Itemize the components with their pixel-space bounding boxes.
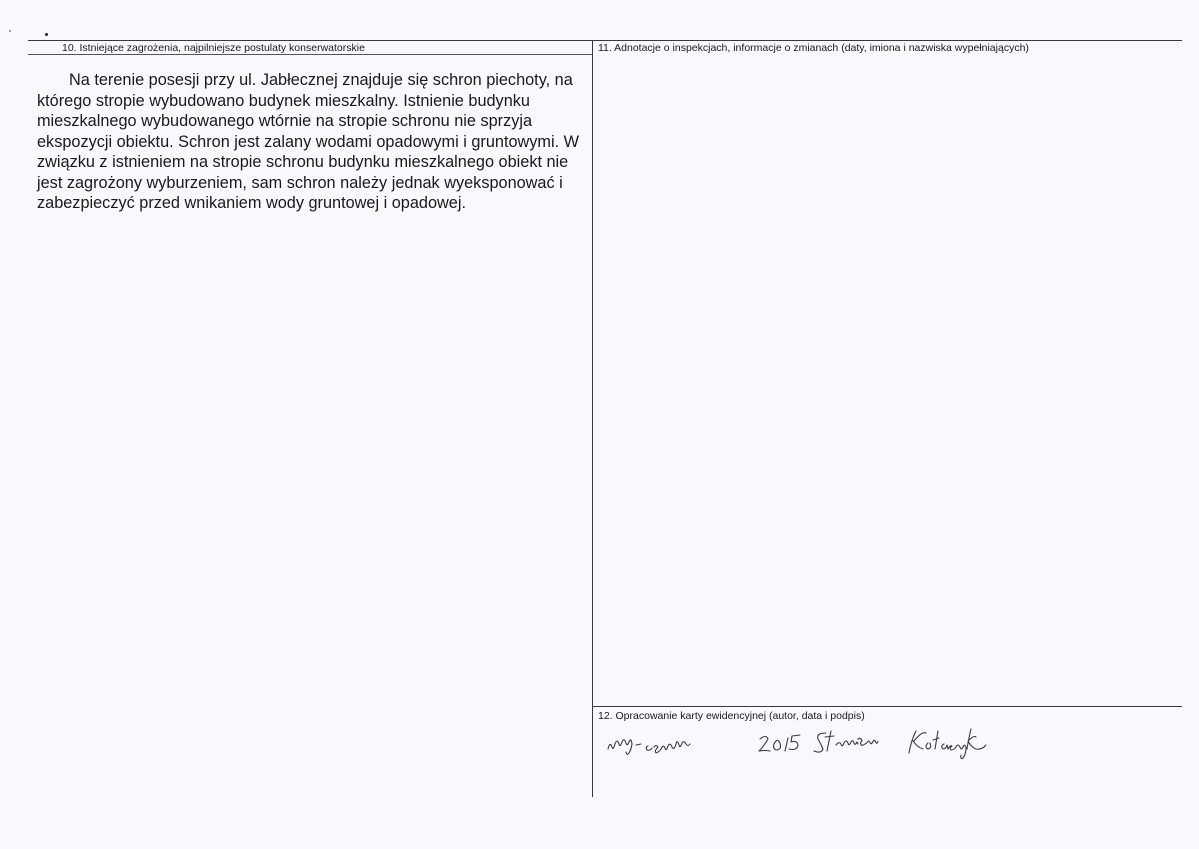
handwritten-signature [600, 723, 1180, 763]
scan-dot [45, 33, 48, 36]
section-10-body: Na terenie posesji przy ul. Jabłecznej znajduje się schron piechoty, na którego stropie wybudowano budynek mieszkalny. Istnienie budynku mieszkalnego wybudowanego wtórnie na stropie schronu nie sprzyja ekspozycji obiektu. Schron jest zalany wodami opadowymi i gruntowymi. W związku z istnieniem na stropie schronu budynku mieszkalnego obiekt nie jest zagrożony wyburzeniem, sam schron należy jednak wyeksponować i zabezpieczyć przed wnikaniem wody gruntowej i opadowej. [37, 71, 580, 212]
section-11-header: 11. Adnotacje o inspekcjach, informacje o zmianach (daty, imiona i nazwiska wypełniających) [598, 42, 1029, 54]
top-rule [28, 40, 1182, 41]
column-divider [592, 40, 593, 797]
scan-speck [9, 30, 11, 32]
section-12-header: 12. Opracowanie karty ewidencyjnej (autor, data i podpis) [598, 710, 865, 722]
section-12-rule [592, 706, 1182, 707]
section-10-header: 10. Istniejące zagrożenia, najpilniejsze postulaty konserwatorskie [62, 42, 365, 54]
